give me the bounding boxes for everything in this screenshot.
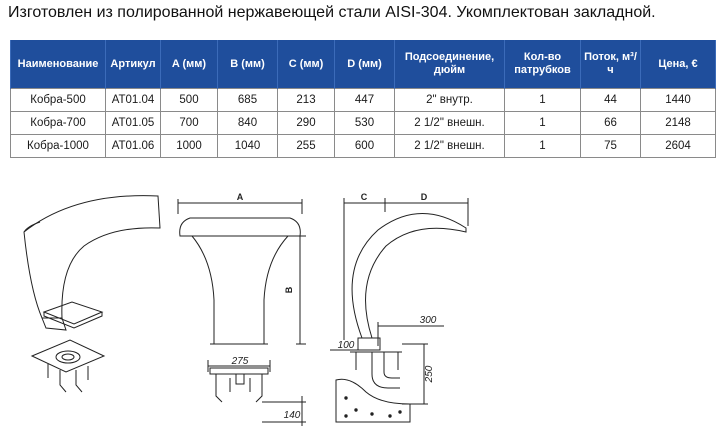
header-a: A (мм) bbox=[161, 40, 218, 89]
cell-c: 255 bbox=[278, 135, 335, 158]
side-view-drawing bbox=[330, 192, 468, 422]
cell-connection: 2" внутр. bbox=[395, 89, 505, 112]
cell-c: 290 bbox=[278, 112, 335, 135]
dim-140-label: 140 bbox=[283, 410, 301, 421]
header-name: Наименование bbox=[11, 40, 106, 89]
cell-price: 2148 bbox=[641, 112, 716, 135]
cell-article: AT01.06 bbox=[106, 135, 161, 158]
cell-name: Кобра-500 bbox=[11, 89, 106, 112]
header-connection: Подсоединение, дюйм bbox=[395, 40, 505, 89]
cell-pipes: 1 bbox=[505, 89, 581, 112]
cell-c: 213 bbox=[278, 89, 335, 112]
cell-article: AT01.04 bbox=[106, 89, 161, 112]
cell-b: 840 bbox=[218, 112, 278, 135]
cell-flow: 66 bbox=[581, 112, 641, 135]
cell-pipes: 1 bbox=[505, 135, 581, 158]
cell-d: 530 bbox=[335, 112, 395, 135]
spec-table bbox=[10, 40, 716, 158]
dim-100-label: 100 bbox=[337, 340, 355, 351]
header-c: C (мм) bbox=[278, 40, 335, 89]
table-header-row bbox=[11, 40, 716, 89]
dim-d-label: D bbox=[420, 192, 428, 202]
header-price: Цена, € bbox=[641, 40, 716, 89]
dim-c-label: C bbox=[360, 192, 368, 202]
cell-connection: 2 1/2" внешн. bbox=[395, 112, 505, 135]
header-d: D (мм) bbox=[335, 40, 395, 89]
dim-300-label: 300 bbox=[419, 315, 437, 326]
cell-connection: 2 1/2" внешн. bbox=[395, 135, 505, 158]
cell-article: AT01.05 bbox=[106, 112, 161, 135]
cell-name: Кобра-1000 bbox=[11, 135, 106, 158]
dim-b-label: B bbox=[284, 286, 294, 294]
intro-text: Изготовлен из полированной нержавеющей стали AISI-304. Укомплектован закладной. bbox=[8, 4, 656, 21]
table-row bbox=[11, 89, 716, 112]
dim-a-label: A bbox=[236, 192, 244, 202]
cell-price: 1440 bbox=[641, 89, 716, 112]
cell-name: Кобра-700 bbox=[11, 112, 106, 135]
table-row bbox=[11, 135, 716, 158]
cell-d: 600 bbox=[335, 135, 395, 158]
cell-price: 2604 bbox=[641, 135, 716, 158]
header-flow: Поток, м³/ч bbox=[581, 40, 641, 89]
cell-d: 447 bbox=[335, 89, 395, 112]
cell-b: 1040 bbox=[218, 135, 278, 158]
cell-b: 685 bbox=[218, 89, 278, 112]
isometric-drawing bbox=[24, 196, 160, 392]
header-pipes: Кол-во патрубков bbox=[505, 40, 581, 89]
front-view-drawing bbox=[178, 192, 306, 426]
table-row bbox=[11, 112, 716, 135]
cell-a: 500 bbox=[161, 89, 218, 112]
cell-a: 1000 bbox=[161, 135, 218, 158]
header-article: Артикул bbox=[106, 40, 161, 89]
cell-pipes: 1 bbox=[505, 112, 581, 135]
dim-250-label: 250 bbox=[424, 365, 435, 383]
cell-a: 700 bbox=[161, 112, 218, 135]
dim-275-label: 275 bbox=[231, 356, 249, 367]
header-b: B (мм) bbox=[218, 40, 278, 89]
technical-drawings bbox=[0, 185, 727, 430]
cell-flow: 44 bbox=[581, 89, 641, 112]
cell-flow: 75 bbox=[581, 135, 641, 158]
